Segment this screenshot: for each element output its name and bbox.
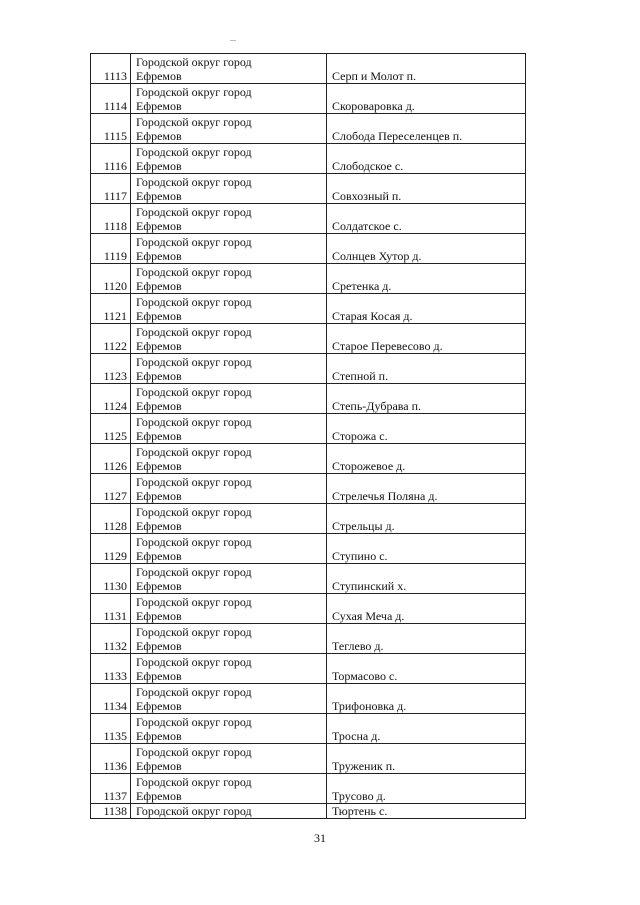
- district-line-1: Городской округ город: [136, 445, 252, 459]
- district-cell: [131, 684, 327, 714]
- district-line-2: Ефремов: [136, 279, 182, 293]
- row-number: 1134: [91, 684, 131, 714]
- district-cell: [131, 354, 327, 384]
- row-number: 1123: [91, 354, 131, 384]
- district-cell: [131, 84, 327, 114]
- row-number: 1129: [91, 534, 131, 564]
- row-number: 1133: [91, 654, 131, 684]
- district-line-2: Ефремов: [136, 369, 182, 383]
- district-line-1: Городской округ город: [136, 535, 252, 549]
- district-cell: [131, 774, 327, 804]
- district-cell: [131, 144, 327, 174]
- locality-cell: Старая Косая д.: [327, 294, 526, 324]
- row-number: 1116: [91, 144, 131, 174]
- district-line-2: Ефремов: [136, 459, 182, 473]
- scan-mark: [230, 40, 236, 41]
- district-line-1: Городской округ город: [136, 625, 252, 639]
- table-row: [91, 744, 526, 774]
- district-cell: [131, 54, 327, 84]
- row-number: 1118: [91, 204, 131, 234]
- district-line-2: Ефремов: [136, 309, 182, 323]
- district-line-1: Городской округ город: [136, 235, 252, 249]
- district-cell: [131, 384, 327, 414]
- row-number: 1126: [91, 444, 131, 474]
- district-line-1: Городской округ город: [136, 775, 252, 789]
- district-line-2: Ефремов: [136, 219, 182, 233]
- district-line-2: Ефремов: [136, 69, 182, 83]
- locality-cell: Стрельцы д.: [327, 504, 526, 534]
- table-row: [91, 804, 526, 819]
- district-line-2: Ефремов: [136, 639, 182, 653]
- table-row: [91, 564, 526, 594]
- locality-cell: Сретенка д.: [327, 264, 526, 294]
- row-number: 1113: [91, 54, 131, 84]
- district-cell: [131, 204, 327, 234]
- row-number: 1117: [91, 174, 131, 204]
- district-line-1: Городской округ город: [136, 565, 252, 579]
- row-number: 1130: [91, 564, 131, 594]
- table-row: [91, 354, 526, 384]
- table-row: [91, 294, 526, 324]
- table-row: [91, 714, 526, 744]
- locality-cell: Скороваровка д.: [327, 84, 526, 114]
- table-row: [91, 234, 526, 264]
- table-row: [91, 474, 526, 504]
- row-number: 1120: [91, 264, 131, 294]
- locality-cell: Тюртень с.: [327, 804, 526, 819]
- table-row: [91, 114, 526, 144]
- district-cell: [131, 654, 327, 684]
- district-line-1: Городской округ город: [136, 55, 252, 69]
- table-row: [91, 504, 526, 534]
- row-number: 1125: [91, 414, 131, 444]
- district-line-2: Ефремов: [136, 159, 182, 173]
- locality-cell: Ступинский х.: [327, 564, 526, 594]
- district-cell: [131, 114, 327, 144]
- table-row: [91, 444, 526, 474]
- district-cell: [131, 324, 327, 354]
- district-cell: [131, 504, 327, 534]
- district-line-2: Ефремов: [136, 789, 182, 803]
- table-row: [91, 624, 526, 654]
- district-line-2: Ефремов: [136, 669, 182, 683]
- district-line-1: Городской округ город: [136, 745, 252, 759]
- district-cell: [131, 174, 327, 204]
- district-line-1: Городской округ город: [136, 415, 252, 429]
- district-line-2: Ефремов: [136, 579, 182, 593]
- district-cell: [131, 624, 327, 654]
- district-line-1: Городской округ город: [136, 655, 252, 669]
- district-line-1: Городской округ город: [136, 685, 252, 699]
- district-line-1: Городской округ город: [136, 355, 252, 369]
- locality-cell: Сторожевое д.: [327, 444, 526, 474]
- table-row: [91, 204, 526, 234]
- district-line-1: Городской округ город: [136, 85, 252, 99]
- row-number: 1119: [91, 234, 131, 264]
- locality-cell: Степной п.: [327, 354, 526, 384]
- locality-cell: Степь-Дубрава п.: [327, 384, 526, 414]
- table-row: [91, 84, 526, 114]
- locality-cell: Трифоновка д.: [327, 684, 526, 714]
- row-number: 1128: [91, 504, 131, 534]
- district-cell: [131, 444, 327, 474]
- district-line-2: Ефремов: [136, 609, 182, 623]
- table-row: [91, 384, 526, 414]
- district-line-1: Городской округ город: [136, 385, 252, 399]
- table-row: [91, 324, 526, 354]
- district-cell: [131, 234, 327, 264]
- locality-cell: Теглево д.: [327, 624, 526, 654]
- district-line-1: Городской округ город: [136, 145, 252, 159]
- locality-cell: Трусово д.: [327, 774, 526, 804]
- row-number: 1138: [91, 804, 131, 819]
- row-number: 1137: [91, 774, 131, 804]
- district-line-1: Городской округ город: [136, 205, 252, 219]
- row-number: 1135: [91, 714, 131, 744]
- row-number: 1121: [91, 294, 131, 324]
- district-line-1: Городской округ город: [136, 265, 252, 279]
- district-line-1: Городской округ город: [136, 475, 252, 489]
- district-line-2: Ефремов: [136, 699, 182, 713]
- row-number: 1132: [91, 624, 131, 654]
- table-row: [91, 414, 526, 444]
- table-row: [91, 264, 526, 294]
- district-cell: [131, 744, 327, 774]
- locality-cell: Ступино с.: [327, 534, 526, 564]
- district-line-1: Городской округ город: [136, 115, 252, 129]
- district-line-2: Ефремов: [136, 189, 182, 203]
- localities-table: [90, 53, 526, 819]
- district-cell: [131, 534, 327, 564]
- table-row: [91, 774, 526, 804]
- district-line-2: Ефремов: [136, 729, 182, 743]
- district-line-1: Городской округ город: [136, 715, 252, 729]
- table-row: [91, 174, 526, 204]
- locality-cell: Тормасово с.: [327, 654, 526, 684]
- row-number: 1127: [91, 474, 131, 504]
- locality-cell: Совхозный п.: [327, 174, 526, 204]
- locality-cell: Стрелечья Поляна д.: [327, 474, 526, 504]
- page-number: 31: [314, 831, 326, 845]
- locality-cell: Сторожа с.: [327, 414, 526, 444]
- district-line-2: Ефремов: [136, 549, 182, 563]
- locality-cell: Слободское с.: [327, 144, 526, 174]
- table-row: [91, 144, 526, 174]
- row-number: 1131: [91, 594, 131, 624]
- district-line-1: Городской округ город: [136, 295, 252, 309]
- district-line-1: Городской округ город: [136, 505, 252, 519]
- table-row: [91, 684, 526, 714]
- table-row: [91, 654, 526, 684]
- district-line-2: Ефремов: [136, 399, 182, 413]
- locality-cell: Труженик п.: [327, 744, 526, 774]
- district-line-2: Ефремов: [136, 759, 182, 773]
- district-cell: [131, 594, 327, 624]
- district-cell: [131, 264, 327, 294]
- locality-cell: Сухая Меча д.: [327, 594, 526, 624]
- district-cell: [131, 714, 327, 744]
- district-line-1: Городской округ город: [136, 595, 252, 609]
- row-number: 1122: [91, 324, 131, 354]
- locality-cell: Солнцев Хутор д.: [327, 234, 526, 264]
- table-row: [91, 534, 526, 564]
- district-cell: [131, 294, 327, 324]
- district-line-2: Ефремов: [136, 429, 182, 443]
- locality-cell: Старое Перевесово д.: [327, 324, 526, 354]
- district-cell: [131, 474, 327, 504]
- row-number: 1114: [91, 84, 131, 114]
- district-cell: [131, 804, 327, 819]
- table-row: [91, 594, 526, 624]
- locality-cell: Солдатское с.: [327, 204, 526, 234]
- district-line-2: Ефремов: [136, 129, 182, 143]
- district-line-2: Ефремов: [136, 249, 182, 263]
- district-line-1: Городской округ город: [136, 804, 252, 818]
- district-line-1: Городской округ город: [136, 175, 252, 189]
- table-body: [91, 54, 526, 819]
- district-line-2: Ефремов: [136, 99, 182, 113]
- locality-cell: Серп и Молот п.: [327, 54, 526, 84]
- locality-cell: Тросна д.: [327, 714, 526, 744]
- district-line-1: Городской округ город: [136, 325, 252, 339]
- district-cell: [131, 564, 327, 594]
- row-number: 1115: [91, 114, 131, 144]
- table-row: [91, 54, 526, 84]
- district-cell: [131, 414, 327, 444]
- locality-cell: Слобода Переселенцев п.: [327, 114, 526, 144]
- district-line-2: Ефремов: [136, 339, 182, 353]
- row-number: 1136: [91, 744, 131, 774]
- district-line-2: Ефремов: [136, 519, 182, 533]
- district-line-2: Ефремов: [136, 489, 182, 503]
- row-number: 1124: [91, 384, 131, 414]
